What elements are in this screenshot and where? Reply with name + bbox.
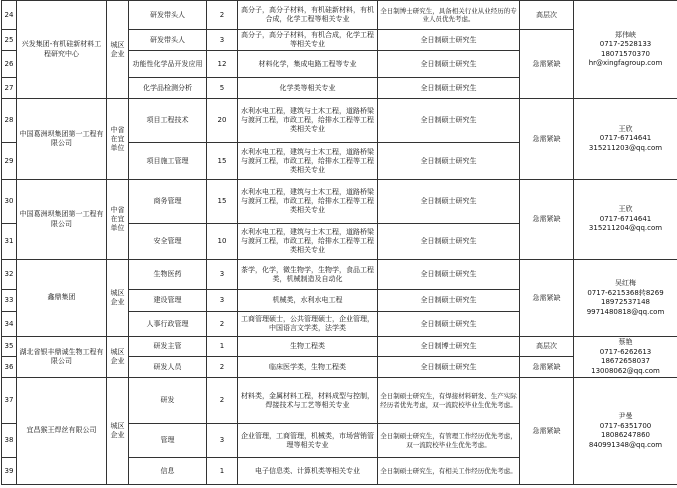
major-requirement: 高分子，高分子材料，有机合成，化学工程等相关专业 (238, 30, 378, 51)
row-number: 30 (2, 180, 17, 224)
contact-mobile: 18086247860 (601, 431, 650, 439)
row-number: 28 (2, 99, 17, 143)
company-name: 湖北省银丰鼎诚生物工程有限公司 (17, 337, 107, 378)
company-name: 宜昌猴王焊丝有限公司 (17, 378, 107, 485)
table-row (2, 378, 677, 424)
education-requirement: 全日制硕士研究生 (378, 30, 520, 51)
talent-category: 急需紧缺 (520, 260, 574, 337)
row-number: 37 (2, 378, 17, 424)
position-count: 2 (207, 378, 238, 424)
position-name: 安全管理 (129, 224, 207, 260)
major-requirement: 企业管理，工商管理，机械类，市场营销管理等相关专业 (238, 424, 378, 458)
contact-phone: 0717-6351700 (599, 421, 652, 430)
position-count: 3 (207, 30, 238, 51)
position-count: 2 (207, 312, 238, 337)
talent-category: 急需紧缺 (520, 378, 574, 485)
major-requirement: 临床医学类，生物工程类 (238, 357, 378, 378)
contact-cell (574, 180, 677, 260)
contact-cell (574, 260, 677, 337)
education-requirement: 全日制博士研究生 (378, 337, 520, 357)
position-name: 研发人员 (129, 357, 207, 378)
contact-email: 315211203@qq.com (588, 143, 663, 152)
contact-name: 尹曼 (618, 412, 633, 420)
position-name: 项目施工管理 (129, 143, 207, 180)
company-type: 城区企业 (107, 337, 129, 378)
company-type: 中省在宜单位 (107, 180, 129, 260)
major-requirement: 茶学，化学，微生物学，生物学，食品工程类，机械制造及自动化 (238, 260, 378, 290)
major-requirement: 机械类，水利水电工程 (238, 290, 378, 312)
contact-phone: 0717-6215368转8269 (587, 288, 664, 297)
positions-table (1, 0, 677, 485)
company-name: 中国葛洲坝集团第一工程有限公司 (17, 99, 107, 180)
contact-email: 9971480818@qq.com (586, 307, 665, 316)
position-name: 信息 (129, 458, 207, 485)
position-name: 人事行政管理 (129, 312, 207, 337)
position-name: 研发带头人 (129, 1, 207, 30)
contact-name: 郑伟峡 (615, 30, 636, 39)
row-number: 38 (2, 424, 17, 458)
talent-category: 急需紧缺 (520, 30, 574, 99)
position-name: 建设管理 (129, 290, 207, 312)
education-requirement: 全日制硕士研究生，有焊接材料研发、生产实际经历者优先考虑，双一流院校毕业生优先考虑。 (378, 378, 520, 424)
position-count: 20 (207, 99, 238, 143)
contact-mobile: 18972537148 (601, 298, 650, 306)
education-requirement: 全日制硕士研究生，有管理工作经历优先考虑，双一流院校毕业生优先考虑。 (378, 424, 520, 458)
contact-phone: 0717-6714641 (599, 134, 652, 143)
contact-email: 13008062@qq.com (591, 366, 660, 375)
contact-email: 840991348@qq.com (588, 440, 663, 449)
row-number: 33 (2, 290, 17, 312)
table-row (2, 1, 677, 30)
major-requirement: 材料化学，集成电路工程等专业 (238, 51, 378, 78)
contact-cell (574, 99, 677, 180)
table-row (2, 337, 677, 357)
row-number: 26 (2, 51, 17, 78)
position-name: 研发带头人 (129, 30, 207, 51)
row-number: 24 (2, 1, 17, 30)
row-number: 34 (2, 312, 17, 337)
row-number: 39 (2, 458, 17, 485)
talent-category: 急需紧缺 (520, 99, 574, 180)
education-requirement: 全日制硕士研究生 (378, 78, 520, 99)
row-number: 35 (2, 337, 17, 357)
education-requirement: 全日制硕士研究生 (378, 51, 520, 78)
table-row (2, 99, 677, 143)
position-count: 15 (207, 143, 238, 180)
row-number: 27 (2, 78, 17, 99)
position-name: 研发主管 (129, 337, 207, 357)
position-count: 1 (207, 337, 238, 357)
talent-category: 急需紧缺 (520, 357, 574, 378)
company-type: 城区企业 (107, 1, 129, 99)
talent-category: 急需紧缺 (520, 180, 574, 260)
position-count: 1 (207, 458, 238, 485)
company-name: 鑫鼎集团 (17, 260, 107, 337)
position-name: 商务管理 (129, 180, 207, 224)
major-requirement: 水利水电工程，建筑与土木工程，道路桥梁与渡河工程，市政工程，给排水工程等工程类相关专业 (238, 224, 378, 260)
position-count: 10 (207, 224, 238, 260)
row-number: 36 (2, 357, 17, 378)
row-number: 31 (2, 224, 17, 260)
major-requirement: 生物工程类 (238, 337, 378, 357)
position-name: 管理 (129, 424, 207, 458)
education-requirement: 全日制硕士研究生，有相关工作经历优先考虑。 (378, 458, 520, 485)
row-number: 25 (2, 30, 17, 51)
contact-cell (574, 1, 677, 99)
education-requirement: 全日制硕士研究生 (378, 99, 520, 143)
position-count: 5 (207, 78, 238, 99)
contact-phone: 0717-6714641 (599, 214, 652, 223)
position-count: 3 (207, 260, 238, 290)
position-count: 3 (207, 290, 238, 312)
company-name: 中国葛洲坝集团第一工程有限公司 (17, 180, 107, 260)
company-name: 兴发集团-有机硅新材料工程研究中心 (17, 1, 107, 99)
row-number: 29 (2, 143, 17, 180)
position-count: 2 (207, 357, 238, 378)
position-count: 15 (207, 180, 238, 224)
position-count: 3 (207, 424, 238, 458)
table-row (2, 180, 677, 224)
company-type: 城区企业 (107, 260, 129, 337)
education-requirement: 全日制硕士研究生 (378, 224, 520, 260)
contact-name: 王欣 (618, 205, 633, 214)
education-requirement: 全日制硕士研究生 (378, 180, 520, 224)
major-requirement: 水利水电工程，建筑与土木工程，道路桥梁与渡河工程，市政工程，给排水工程等工程类相关专业 (238, 180, 378, 224)
company-type: 中省在宜单位 (107, 99, 129, 180)
education-requirement: 全日制硕士研究生 (378, 143, 520, 180)
contact-phone: 0717-2528133 (599, 40, 652, 48)
position-count: 2 (207, 1, 238, 30)
company-type: 城区企业 (107, 378, 129, 485)
position-name: 生物医药 (129, 260, 207, 290)
talent-category: 高层次 (520, 1, 574, 30)
contact-name: 吴红梅 (615, 279, 636, 287)
position-name: 项目工程技术 (129, 99, 207, 143)
table-row (2, 260, 677, 290)
education-requirement: 全日制硕士研究生 (378, 290, 520, 312)
education-requirement: 全日制硕士研究生 (378, 357, 520, 378)
major-requirement: 化学类等相关专业 (238, 78, 378, 99)
education-requirement: 全日制博士研究生，具备相关行业从业经历的专业人员优先考虑。 (378, 1, 520, 30)
contact-email: 315211204@qq.com (588, 224, 663, 233)
talent-category: 高层次 (520, 337, 574, 357)
contact-cell (574, 337, 677, 378)
contact-email: hr@xingfagroup.com (588, 59, 663, 67)
education-requirement: 全日制硕士研究生 (378, 260, 520, 290)
contact-name: 王欣 (618, 124, 633, 133)
row-number: 32 (2, 260, 17, 290)
position-name: 功能性化学品开发应用 (129, 51, 207, 78)
contact-cell (574, 378, 677, 485)
major-requirement: 高分子，高分子材料，有机硅新材料，有机合成，化学工程等相关专业 (238, 1, 378, 30)
major-requirement: 工商管理硕士，公共管理硕士，企业管理，中国语言文学类，法学类 (238, 312, 378, 337)
position-name: 研发 (129, 378, 207, 424)
contact-mobile: 18071570370 (601, 49, 650, 58)
education-requirement: 全日制硕士研究生 (378, 312, 520, 337)
major-requirement: 水利水电工程，建筑与土木工程，道路桥梁与渡河工程，市政工程，给排水工程等工程类相关专业 (238, 143, 378, 180)
contact-phone: 0717-6262613 (599, 347, 652, 356)
major-requirement: 电子信息类、计算机类等相关专业 (238, 458, 378, 485)
position-count: 12 (207, 51, 238, 78)
contact-name: 蔡艳 (618, 338, 633, 346)
major-requirement: 水利水电工程，建筑与土木工程，道路桥梁与渡河工程，市政工程，给排水工程等工程类相关专业 (238, 99, 378, 143)
major-requirement: 材料类，金属材料工程，材料成型与控制，焊接技术与工艺等相关专业 (238, 378, 378, 424)
position-name: 化学品检测分析 (129, 78, 207, 99)
contact-mobile: 18672658037 (601, 357, 650, 365)
